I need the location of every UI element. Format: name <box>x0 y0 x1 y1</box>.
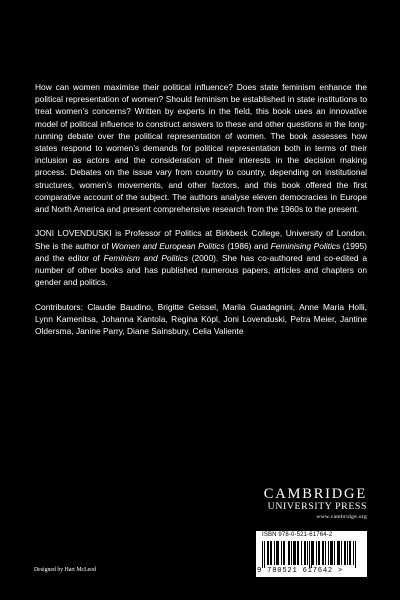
barcode-bar <box>339 541 340 565</box>
barcode-panel <box>256 531 367 577</box>
barcode-icon <box>262 541 361 568</box>
designer-credit: Designed by Hart McLeod <box>34 567 96 573</box>
barcode-bar <box>304 541 305 565</box>
cover-text <box>35 81 367 349</box>
isbn-label: ISBN 978-0-521-61764-2 <box>262 532 333 538</box>
barcode-bar <box>323 541 324 565</box>
book-title-women-and-european-politics: Women and European Politics <box>111 240 225 251</box>
barcode-bar <box>294 541 295 565</box>
barcode-bar <box>284 541 285 565</box>
bio-text-4: (2000). She has co-authored and co-edited a number of other books and has published numerous papers, articles and chapters on gender and politics. <box>35 252 368 288</box>
barcode-bar <box>322 541 323 565</box>
contributors-list: Contributors: Claudie Baudino, Brigitte Geissel, Marila Guadagnini, Anne Maria Holli, Lynn Kamenitsa, Johanna Kantola, Regina Köpl, Joni Lovenduski, Petra Meier, Jantine Oldersma, Janine Parry, Diane Sainsbury, Celia Valiente <box>35 301 367 337</box>
barcode-bar <box>350 541 351 565</box>
barcode-bar <box>283 541 284 565</box>
barcode-bar <box>276 541 277 565</box>
barcode-bar <box>270 541 271 565</box>
barcode-bar <box>288 541 289 565</box>
barcode-bar <box>271 541 272 565</box>
barcode-bar <box>305 541 306 565</box>
bio-text-3: (1995) and the editor of <box>35 240 367 263</box>
barcode-bar <box>345 541 346 565</box>
barcode-bar <box>297 541 298 565</box>
barcode-bar <box>318 541 319 565</box>
barcode-bar <box>312 541 313 565</box>
barcode-bar <box>347 541 348 565</box>
barcode-bar <box>281 541 282 565</box>
barcode-bar <box>341 541 342 565</box>
barcode-bar <box>307 541 308 565</box>
barcode-bar <box>262 541 263 568</box>
barcode-bar <box>311 541 312 568</box>
author-bio <box>35 227 367 288</box>
barcode-bar <box>334 541 335 565</box>
publisher-logo <box>264 487 367 521</box>
barcode-bar <box>298 541 299 565</box>
barcode-bar <box>316 541 317 565</box>
barcode-bar <box>331 541 332 565</box>
barcode-bar <box>344 541 345 565</box>
barcode-bar <box>349 541 350 565</box>
barcode-bar <box>328 541 329 565</box>
bio-text-1: JONI LOVENDUSKI is Professor of Politics at Birkbeck College, University of London. She is the author of <box>35 228 367 251</box>
barcode-bar <box>325 541 326 565</box>
barcode-bar <box>338 541 339 565</box>
barcode-bar <box>291 541 292 565</box>
barcode-bar <box>309 541 310 568</box>
book-title-feminism-and-politics: Feminism and Politics <box>103 252 188 263</box>
barcode-digits: 9 780521 617642 > <box>257 567 344 575</box>
publisher-subtitle: UNIVERSITY PRESS <box>267 501 367 512</box>
barcode-bar <box>355 541 356 568</box>
barcode-bar <box>319 541 320 565</box>
barcode-bar <box>277 541 278 565</box>
barcode-bar <box>268 541 269 565</box>
publisher-name: CAMBRIDGE <box>263 486 367 502</box>
barcode-bar <box>289 541 290 565</box>
barcode-bar <box>301 541 302 565</box>
publisher-url: www.cambridge.org <box>316 514 367 520</box>
book-title-feminising-politics: Feminising Politics <box>270 240 341 251</box>
barcode-bar <box>293 541 294 565</box>
barcode-bar <box>295 541 296 565</box>
barcode-bar <box>278 541 279 565</box>
blurb-paragraph: How can women maximise their political influence? Does state feminism enhance the political representation of women? Should feminism be established in state institutions to treat women’s concerns? Written by experts in the field, this book uses an innovative model of political influence to construct answers to these and other questions in the long-running debate over the political representation of women. The book assesses how states respond to women’s demands for political representation both in terms of their inclusion as actors and the consideration of their interests in the decision making process. Debates on the issue vary from country to country, depending on institutional structures, women’s movements, and other factors, and this book offered the first comparative account of the subject. The authors analyse eleven democracies in Europe and North America and present comprehensive research from the 1960s to the present. <box>35 82 367 215</box>
barcode-bar <box>337 541 338 565</box>
barcode-bar <box>330 541 331 565</box>
barcode-bar <box>264 541 265 568</box>
barcode-bar <box>353 541 354 565</box>
barcode-bar <box>274 541 275 565</box>
bio-text-2: (1986) and <box>224 240 271 251</box>
barcode-bar <box>332 541 333 565</box>
barcode-bar <box>313 541 314 565</box>
barcode-bar <box>267 541 268 565</box>
